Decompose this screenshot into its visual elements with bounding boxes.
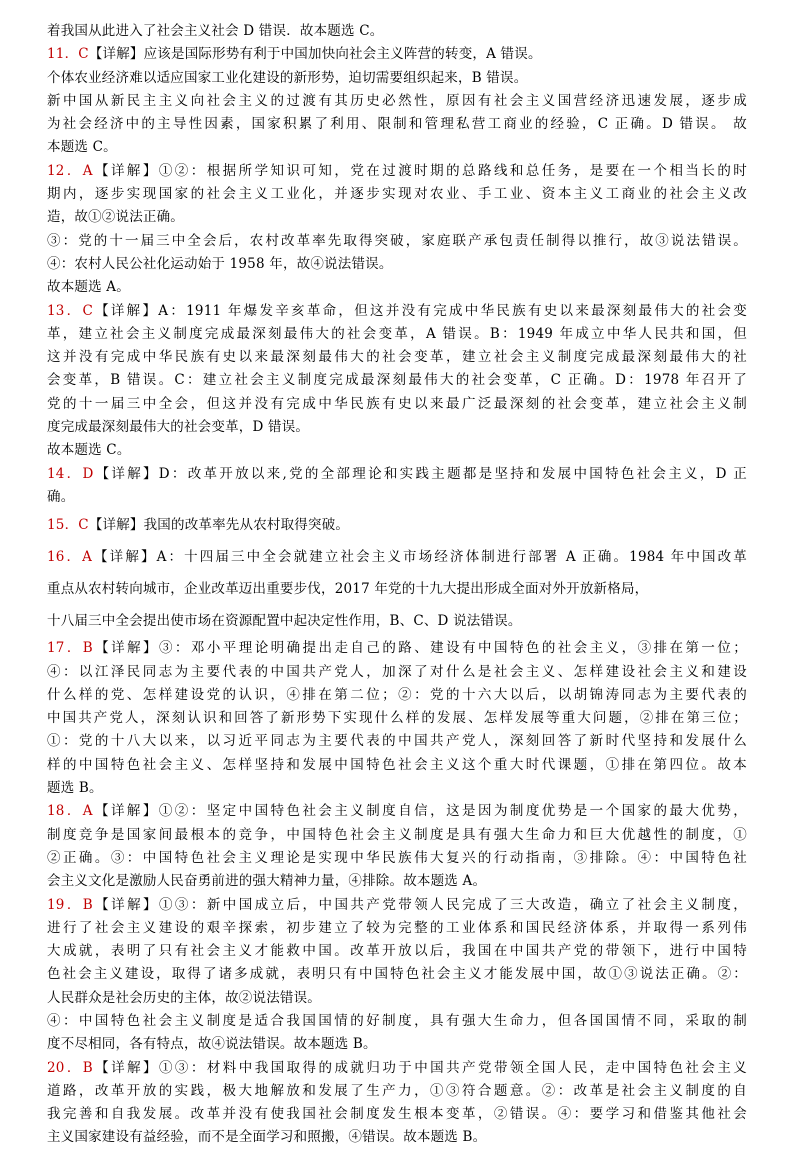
- answer-explanation: 样的中国特色社会主义、怎样坚持和发展中国特色社会主义这个重大时代课题，①排在第四位。故本: [47, 756, 747, 773]
- answer-explanation: 【详解】应该是国际形势有利于中国加快向社会主义阵营的转变，A 错误。: [88, 46, 542, 63]
- answer-item-start: [47, 509, 747, 541]
- answer-number: 15．C: [47, 517, 89, 534]
- answer-item-start: [47, 463, 747, 486]
- answer-text-line: [47, 67, 747, 90]
- answer-text-line: [47, 20, 747, 43]
- answer-text-line: [47, 870, 747, 893]
- answer-explanation: 中国共产党人，深刻认识和回答了新形势下实现什么样的发展、怎样发展等重大问题，②排在第三位；: [47, 710, 747, 727]
- answer-item-start: [47, 541, 747, 573]
- answer-explanation: 会变革，B 错误。C：建立社会主义制度完成最深刻最伟大的社会变革，C 正确。D：1978 年召开了: [47, 372, 747, 389]
- answer-explanation: 主义国家建设有益经验，而不是全面学习和照搬，④错误。故本题选 B。: [47, 1129, 487, 1146]
- answer-text-line: [47, 113, 747, 136]
- answer-text-line: [47, 183, 747, 206]
- answer-explanation: 新中国从新民主主义向社会主义的过渡有其历史必然性，原因有社会主义国营经济迅速发展，逐步成: [47, 92, 747, 109]
- answer-explanation: ④：农村人民公社化运动始于 1958 年，故④说法错误。: [47, 255, 393, 272]
- answer-explanation: 【详解】①②：坚定中国特色社会主义制度自信，这是因为制度优势是一个国家的最大优势，: [92, 803, 747, 820]
- answer-text-line: [47, 486, 747, 509]
- answer-explanation: 度完成最深刻最伟大的社会变革，D 错误。: [47, 419, 310, 436]
- answer-explanation: ③：党的十一届三中全会后，农村改革率先取得突破，家庭联产承包责任制得以推行，故③说法错误。: [47, 232, 747, 249]
- answer-explanation: ④：以江泽民同志为主要代表的中国共产党人，加深了对什么是社会主义、怎样建设社会主义和建设: [47, 663, 747, 680]
- answer-explanation: 期内，逐步实现国家的社会主义工业化，并逐步实现对农业、手工业、资本主义工商业的社会主义改: [47, 186, 747, 203]
- answer-text-line: [47, 439, 747, 462]
- answer-explanation: 这并没有完成中华民族有史以来最深刻最伟大的社会变革，建立社会主义制度完成最深刻最伟大的社: [47, 349, 747, 366]
- answer-explanation: 题选 B。: [47, 780, 103, 797]
- answer-explanation: 重点从农村转向城市，企业改革迈出重要步伐，2017 年党的十九大提出形成全面对外开放新格局，: [47, 581, 649, 598]
- answer-text-line: [47, 206, 747, 229]
- answer-text-line: [47, 605, 747, 637]
- answer-text-line: [47, 276, 747, 299]
- answer-explanation: 本题选 C。: [47, 139, 117, 156]
- answer-text-line: [47, 940, 747, 963]
- answer-number: 18．A: [47, 803, 93, 820]
- answer-number: 17．B: [47, 640, 93, 657]
- answer-item-start: [47, 800, 747, 823]
- answer-text-line: [47, 573, 747, 605]
- answer-text-line: [47, 1080, 747, 1103]
- answer-text-line: [47, 230, 747, 253]
- answer-text-line: [47, 824, 747, 847]
- answer-explanation: 度不尽相同，各有特点，故④说法错误。故本题选 B。: [47, 1036, 377, 1053]
- answer-text-line: [47, 754, 747, 777]
- answer-text-line: [47, 346, 747, 369]
- answer-explanation: 党的十一届三中全会，但这并没有完成中华民族有史以来最广泛最深刻的社会变革，建立社会主义制: [47, 395, 747, 412]
- answer-explanation: 故本题选 C。: [47, 442, 131, 459]
- answer-text-line: [47, 1033, 747, 1056]
- answer-explanation: 【详解】①②：根据所学知识可知，党在过渡时期的总路线和总任务，是要在一个相当长的时: [92, 162, 747, 179]
- answer-number: 12．A: [47, 162, 93, 179]
- answer-item-start: [47, 300, 747, 323]
- answer-text-line: [47, 369, 747, 392]
- answer-text-line: [47, 847, 747, 870]
- answer-explanation: 【详解】③：邓小平理论明确提出走自己的路、建设有中国特色的社会主义，③排在第一位；: [92, 640, 747, 657]
- answer-number: 11．C: [47, 46, 89, 63]
- answer-explanation: 故本题选 A。: [47, 279, 130, 296]
- answer-explanation: 进行了社会主义建设的艰辛探索，初步建立了较为完整的工业体系和国民经济体系，并取得一系列伟: [47, 919, 747, 936]
- answer-text-line: [47, 777, 747, 800]
- answer-text-line: [47, 90, 747, 113]
- answer-explanation: 【详解】①③：材料中我国取得的成就归功于中国共产党带领全国人民，走中国特色社会主义: [92, 1059, 747, 1076]
- answer-explanation: 会主义文化是激励人民奋勇前进的强大精神力量，④排除。故本题选 A。: [47, 873, 487, 890]
- answer-number: 13．C: [47, 302, 93, 319]
- answer-explanation: 人民群众是社会历史的主体，故②说法错误。: [47, 989, 321, 1006]
- answer-explanation: 【详解】①③：新中国成立后，中国共产党带领人民完成了三大改造，确立了社会主义制度，: [92, 896, 747, 913]
- answer-explanation: 大成就，表明了只有社会主义才能救中国。改革开放以后，我国在中国共产党的带领下，进行中国特: [47, 943, 747, 960]
- answer-text-line: [47, 253, 747, 276]
- answer-explanation: 造，故①②说法正确。: [47, 209, 184, 226]
- answer-explanation: ②正确。③：中国特色社会主义理论是实现中华民族伟大复兴的行动指南，③排除。④：中国特色社: [47, 849, 747, 866]
- answer-text-line: [47, 730, 747, 753]
- answer-explanation: 我完善和自我发展。改革并没有使我国社会制度发生根本变革，②错误。④：要学习和借鉴其他社会: [47, 1106, 747, 1123]
- answer-explanation: 道路，改革开放的实践，极大地解放和发展了生产力，①③符合题意。②：改革是社会主义制度的自: [47, 1082, 747, 1099]
- answer-number: 19．B: [47, 896, 93, 913]
- answer-explanation: 【详解】A：十四届三中全会就建立社会主义市场经济体制进行部署 A 正确。1984 年中国改革: [92, 549, 747, 566]
- answer-text-line: [47, 963, 747, 986]
- answer-number: 14．D: [47, 465, 94, 482]
- answer-explanation: 【详解】我国的改革率先从农村取得突破。: [88, 517, 350, 534]
- answer-explanation: 色社会主义建设，取得了诸多成就，表明只有中国特色社会主义才能发展中国，故①③说法正确。②：: [47, 966, 747, 983]
- answer-item-start: [47, 894, 747, 917]
- answer-text-line: [47, 707, 747, 730]
- answer-explanation: 【详解】D：改革开放以来,党的全部理论和实践主题都是坚持和发展中国特色社会主义，D 正: [93, 465, 747, 482]
- answer-item-start: [47, 1057, 747, 1080]
- answer-item-start: [47, 160, 747, 183]
- answer-number: 20．B: [47, 1059, 93, 1076]
- answer-text-line: [47, 136, 747, 159]
- answer-explanation: ①：党的十八大以来，以习近平同志为主要代表的中国共产党人，深刻回答了新时代坚持和发展什么: [47, 733, 747, 750]
- answer-explanation: 十八届三中全会提出使市场在资源配置中起决定性作用，B、C、D 说法错误。: [47, 613, 522, 630]
- answer-number: 16．A: [47, 549, 93, 566]
- answer-explanation: 制度竞争是国家间最根本的竞争，中国特色社会主义制度是具有强大生命力和巨大优越性的制度，①: [47, 826, 747, 843]
- answer-explanation: 确。: [47, 488, 75, 505]
- answer-explanation: 为社会经济中的主导性因素，国家积累了利用、限制和管理私营工商业的经验，C 正确。D 错误。 故: [47, 116, 747, 133]
- answer-text-line: [47, 323, 747, 346]
- answer-text-line: [47, 661, 747, 684]
- answer-text-line: [47, 393, 747, 416]
- answer-text-line: [47, 416, 747, 439]
- answer-text-line: [47, 684, 747, 707]
- answer-item-start: [47, 43, 747, 66]
- answer-explanation: 【详解】A：1911 年爆发辛亥革命，但这并没有完成中华民族有史以来最深刻最伟大的社会变: [93, 302, 747, 319]
- answer-text-line: [47, 1126, 747, 1149]
- answer-text-line: [47, 917, 747, 940]
- answer-explanation: ④：中国特色社会主义制度是适合我国国情的好制度，具有强大生命力，但各国国情不同，采取的制: [47, 1012, 747, 1029]
- answer-item-start: [47, 637, 747, 660]
- answer-explanation: 个体农业经济难以适应国家工业化建设的新形势，迫切需要组织起来，B 错误。: [47, 69, 528, 86]
- answer-text-line: [47, 987, 747, 1010]
- answer-explanation: 什么样的党、怎样建设党的认识，④排在第二位；②：党的十六大以后，以胡锦涛同志为主要代表的: [47, 686, 747, 703]
- answer-explanation: 着我国从此进入了社会主义社会 D 错误．故本题选 C。: [47, 23, 384, 39]
- answer-explanation: 革，建立社会主义制度完成最深刻最伟大的社会变革，A 错误。B：1949 年成立中华人民共和国，但: [47, 325, 747, 342]
- answer-text-line: [47, 1010, 747, 1033]
